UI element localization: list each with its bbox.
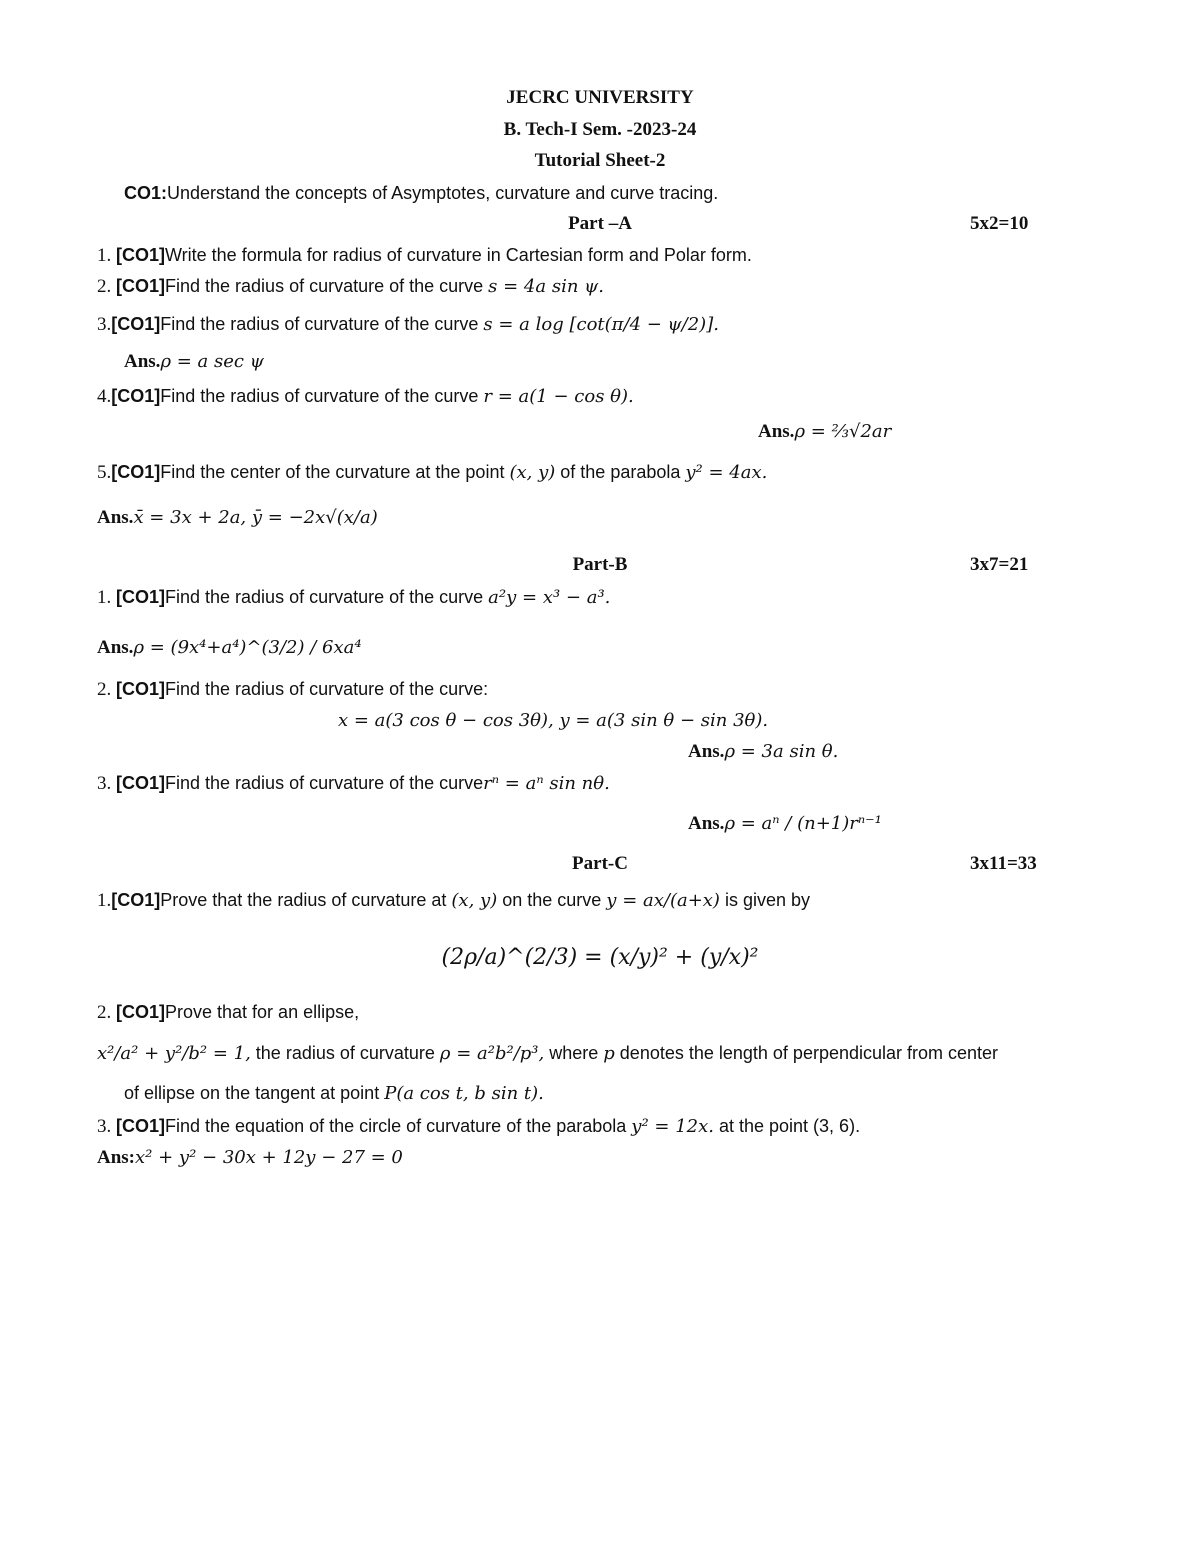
part-b-answer-3: Ans.ρ = aⁿ / (n+1)rⁿ⁻¹ xyxy=(688,813,882,834)
part-b-answer-2: Ans.ρ = 3a sin θ. xyxy=(688,741,839,762)
part-a-answer-4: Ans.ρ = ⅔√2ar xyxy=(758,421,892,442)
semester-title: B. Tech-I Sem. -2023-24 xyxy=(503,119,697,140)
part-b-marks: 3x7=21 xyxy=(970,554,1029,575)
part-a-marks: 5x2=10 xyxy=(970,213,1029,234)
part-c-question-2-line-3: of ellipse on the tangent at point P(a cos t, b sin t). xyxy=(124,1083,544,1104)
university-title: JECRC UNIVERSITY xyxy=(506,87,694,108)
co-text: Understand the concepts of Asymptotes, curvature and curve tracing. xyxy=(167,183,719,203)
part-c-question-2-line-2: x²/a² + y²/b² = 1, the radius of curvature ρ = a²b²/p³, where p denotes the length of perpendicular from center xyxy=(97,1043,999,1064)
part-a-question-1: 1. [CO1]Write the formula for radius of curvature in Cartesian form and Polar form. xyxy=(97,245,752,266)
part-c-question-3: 3. [CO1]Find the equation of the circle of curvature of the parabola y² = 12x. at the point (3, 6). xyxy=(97,1116,861,1137)
part-c-question-1-formula: (2ρ/a)^(2/3) = (x/y)² + (y/x)² xyxy=(441,945,759,970)
part-b-question-2: 2. [CO1]Find the radius of curvature of the curve: xyxy=(97,679,489,700)
part-c-question-1: 1.[CO1]Prove that the radius of curvature at (x, y) on the curve y = ax/(a+x) is given by xyxy=(97,890,810,911)
part-b-question-2-equations: x = a(3 cos θ − cos 3θ), y = a(3 sin θ − sin 3θ). xyxy=(338,710,769,731)
part-c-question-2: 2. [CO1]Prove that for an ellipse, xyxy=(97,1002,360,1023)
part-a-question-3: 3.[CO1]Find the radius of curvature of the curve s = a log [cot(π/4 − ψ/2)]. xyxy=(97,314,719,335)
part-c-answer-3: Ans:x² + y² − 30x + 12y − 27 = 0 xyxy=(97,1147,403,1168)
sheet-title: Tutorial Sheet-2 xyxy=(534,150,666,171)
part-a-answer-3: Ans.ρ = a sec ψ xyxy=(124,351,264,372)
part-c-title: Part-C xyxy=(572,853,628,874)
course-outcome xyxy=(124,181,718,205)
part-a-question-4: 4.[CO1]Find the radius of curvature of the curve r = a(1 − cos θ). xyxy=(97,386,634,407)
part-a-answer-5: Ans.x̄ = 3x + 2a, ȳ = −2x√(x/a) xyxy=(97,507,378,528)
co-label: CO1: xyxy=(124,183,168,203)
part-b-title: Part-B xyxy=(572,554,628,575)
part-c-marks: 3x11=33 xyxy=(970,853,1037,874)
part-a-question-2: 2. [CO1]Find the radius of curvature of the curve s = 4a sin ψ. xyxy=(97,276,604,297)
part-b-question-1: 1. [CO1]Find the radius of curvature of the curve a²y = x³ − a³. xyxy=(97,587,611,608)
part-a-question-5: 5.[CO1]Find the center of the curvature at the point (x, y) of the parabola y² = 4ax. xyxy=(97,462,768,483)
part-a-title: Part –A xyxy=(568,213,632,234)
part-b-answer-1: Ans.ρ = (9x⁴+a⁴)^(3/2) / 6xa⁴ xyxy=(97,637,362,658)
part-b-question-3: 3. [CO1]Find the radius of curvature of the curverⁿ = aⁿ sin nθ. xyxy=(97,773,610,794)
